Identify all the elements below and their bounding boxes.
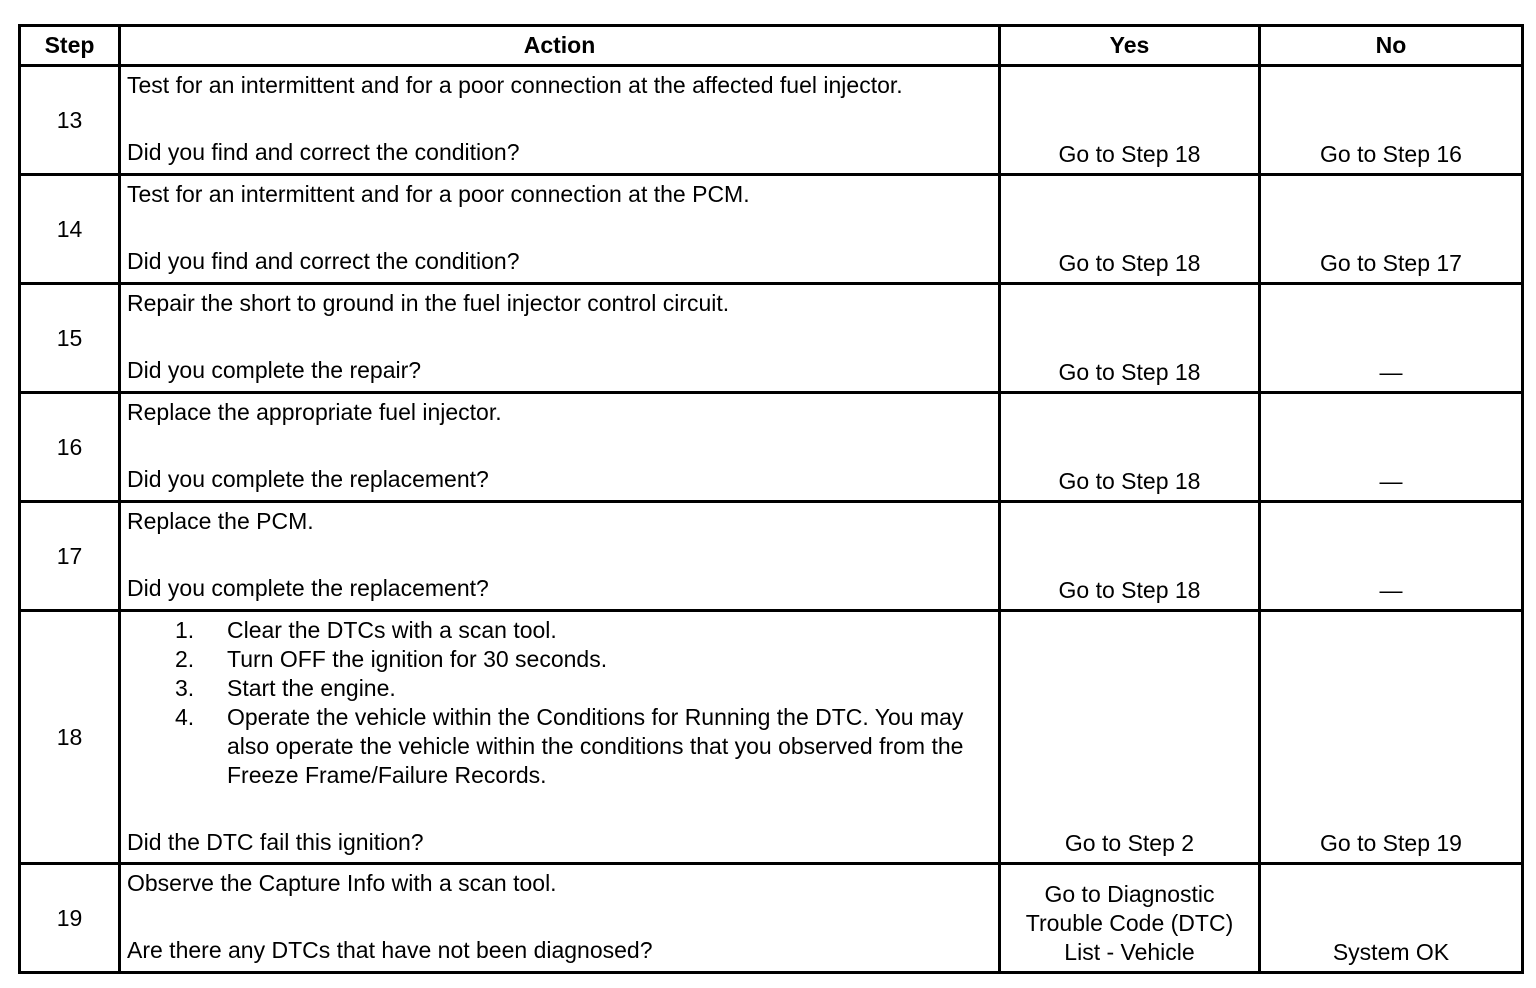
no-result: System OK xyxy=(1260,864,1523,973)
list-item xyxy=(175,616,992,645)
action-text: Observe the Capture Info with a scan tool. xyxy=(127,870,557,896)
header-no: No xyxy=(1260,26,1523,66)
action-cell xyxy=(120,284,1000,393)
action-text: Test for an intermittent and for a poor connection at the affected fuel injector. xyxy=(127,72,903,98)
action-question: Did you complete the repair? xyxy=(127,357,422,383)
no-result: — xyxy=(1260,393,1523,502)
list-item xyxy=(175,674,992,703)
list-text: Turn OFF the ignition for 30 seconds. xyxy=(227,646,608,672)
header-action: Action xyxy=(120,26,1000,66)
table-row xyxy=(20,864,1523,973)
action-cell xyxy=(120,175,1000,284)
action-cell xyxy=(120,66,1000,175)
list-number: 1. xyxy=(175,617,195,643)
list-text: Operate the vehicle within the Conditions for Running the DTC. You may also operate the vehicle within the conditions that you observed from the Freeze Frame/Failure Records. xyxy=(227,704,964,788)
action-question: Did you complete the replacement? xyxy=(127,575,489,601)
list-item xyxy=(175,645,992,674)
yes-result: Go to Step 18 xyxy=(1000,66,1260,175)
list-number: 2. xyxy=(175,646,195,672)
action-text: Repair the short to ground in the fuel injector control circuit. xyxy=(127,290,730,316)
step-number: 14 xyxy=(20,175,120,284)
no-result: — xyxy=(1260,284,1523,393)
yes-result-text: Go to Diagnostic Trouble Code (DTC) List - Vehicle xyxy=(1025,881,1234,965)
procedure-list xyxy=(127,616,992,790)
no-result: — xyxy=(1260,502,1523,611)
yes-result: Go to Step 18 xyxy=(1000,284,1260,393)
table-row xyxy=(20,175,1523,284)
no-result: Go to Step 16 xyxy=(1260,66,1523,175)
no-result: Go to Step 17 xyxy=(1260,175,1523,284)
yes-result: Go to Step 18 xyxy=(1000,502,1260,611)
action-cell xyxy=(120,502,1000,611)
step-number: 18 xyxy=(20,611,120,864)
step-number: 15 xyxy=(20,284,120,393)
table-row xyxy=(20,611,1523,864)
yes-result xyxy=(1000,864,1260,973)
table-row xyxy=(20,66,1523,175)
action-text: Replace the appropriate fuel injector. xyxy=(127,399,502,425)
action-text: Test for an intermittent and for a poor connection at the PCM. xyxy=(127,181,750,207)
list-item xyxy=(175,703,992,790)
action-question: Did you complete the replacement? xyxy=(127,466,489,492)
yes-result: Go to Step 18 xyxy=(1000,175,1260,284)
header-step: Step xyxy=(20,26,120,66)
header-yes: Yes xyxy=(1000,26,1260,66)
table-row xyxy=(20,502,1523,611)
step-number: 13 xyxy=(20,66,120,175)
diagnostic-table xyxy=(18,24,1524,974)
list-number: 3. xyxy=(175,675,195,701)
yes-result: Go to Step 2 xyxy=(1000,611,1260,864)
action-question: Did you find and correct the condition? xyxy=(127,139,520,165)
list-number: 4. xyxy=(175,704,195,730)
step-number: 17 xyxy=(20,502,120,611)
list-text: Clear the DTCs with a scan tool. xyxy=(227,617,557,643)
table-row xyxy=(20,393,1523,502)
action-cell xyxy=(120,393,1000,502)
list-text: Start the engine. xyxy=(227,675,396,701)
action-text: Replace the PCM. xyxy=(127,508,314,534)
action-question: Did the DTC fail this ignition? xyxy=(127,829,424,855)
table-row xyxy=(20,284,1523,393)
action-question: Are there any DTCs that have not been diagnosed? xyxy=(127,937,653,963)
header-row xyxy=(20,26,1523,66)
step-number: 19 xyxy=(20,864,120,973)
no-result: Go to Step 19 xyxy=(1260,611,1523,864)
action-cell xyxy=(120,864,1000,973)
yes-result: Go to Step 18 xyxy=(1000,393,1260,502)
action-question: Did you find and correct the condition? xyxy=(127,248,520,274)
step-number: 16 xyxy=(20,393,120,502)
action-cell xyxy=(120,611,1000,864)
